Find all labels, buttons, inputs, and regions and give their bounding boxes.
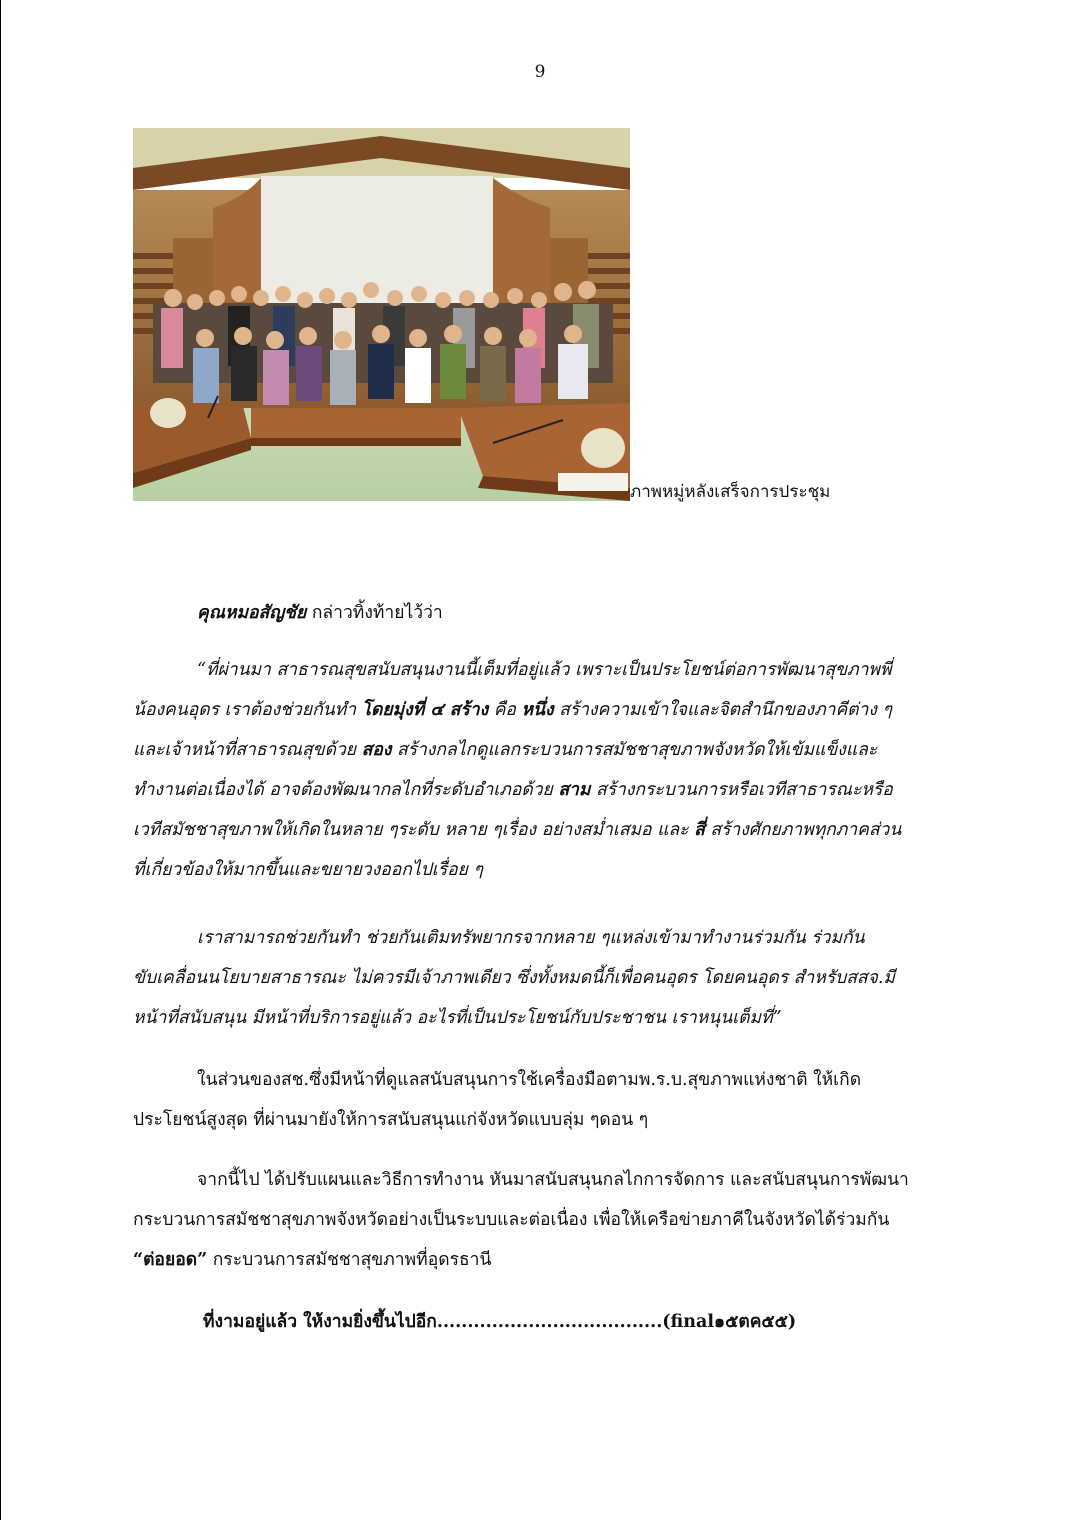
- quote-paragraph-1: [133, 650, 953, 890]
- group-photo: [133, 128, 630, 501]
- para3-line-2: ประโยชน์สูงสุด ที่ผ่านมายังให้การสนับสนุนแก่จังหวัดแบบลุ่ม ๆดอน ๆ: [133, 1110, 649, 1130]
- intro-paragraph: [133, 593, 953, 633]
- point-three-label: สาม: [558, 780, 591, 800]
- para4-line-3: “ต่อยอด” กระบวนการสมัชชาสุขภาพที่อุดรธานี: [133, 1250, 492, 1270]
- quote1-line-1: “ที่ผ่านมา สาธารณสุขสนับสนุนงานนี้เต็มที่อยู่แล้ว เพราะเป็นประโยชน์ต่อการพัฒนาสุขภาพพี่: [197, 660, 892, 680]
- quote2-line-2: ขับเคลื่อนนโยบายสาธารณะ ไม่ควรมีเจ้าภาพเดียว ซึ่งทั้งหมดนี้ก็เพื่อคนอุดร โดยคนอุดร สำหรับสสจ.มี: [133, 968, 895, 988]
- para4-line-1: จากนี้ไป ได้ปรับแผนและวิธีการทำงาน หันมาสนับสนุนกลไกการจัดการ และสนับสนุนการพัฒนา: [197, 1170, 909, 1190]
- point-one-label: หนึ่ง: [521, 700, 554, 720]
- point-four-label: สี่: [694, 820, 705, 840]
- quote1-line-3: และเจ้าหน้าที่สาธารณสุขด้วย สอง สร้างกลไกดูแลกระบวนการสมัชชาสุขภาพจังหวัดให้เข้มแข็งและ: [133, 740, 878, 760]
- paragraph-4: [133, 1160, 953, 1280]
- page-left-border: [0, 0, 1, 1520]
- closing-line: ที่งามอยู่แล้ว ให้งามยิ่งขึ้นไปอีก.....................................(final๑๕ตค๕๕): [203, 1312, 797, 1332]
- quote1-line-4: ทำงานต่อเนื่องได้ อาจต้องพัฒนากลไกที่ระดับอำเภอด้วย สาม สร้างกระบวนการหรือเวทีสาธารณะหรือ: [133, 780, 893, 800]
- page-number: 9: [534, 62, 546, 82]
- para3-line-1: ในส่วนของสช.ซึ่งมีหน้าที่ดูแลสนับสนุนการใช้เครื่องมือตามพ.ร.บ.สุขภาพแห่งชาติ ให้เกิด: [197, 1070, 862, 1090]
- quote1-line-2: น้องคนอุดร เราต้องช่วยกันทำ โดยมุ่งที่ ๔ สร้าง คือ หนึ่ง สร้างความเข้าใจและจิตสำนึกของภาคีต่าง ๆ: [133, 700, 892, 720]
- quote-paragraph-2: [133, 918, 953, 1038]
- group-photo-icon: [133, 128, 630, 501]
- speaker-name: คุณหมอสัญชัย: [197, 603, 307, 623]
- quote1-line-5: เวทีสมัชชาสุขภาพให้เกิดในหลาย ๆระดับ หลาย ๆเรื่อง อย่างสม่ำเสมอ และ สี่ สร้างศักยภาพทุกภาคส่วน: [133, 820, 902, 840]
- four-creations-heading: โดยมุ่งที่ ๔ สร้าง: [361, 700, 489, 720]
- quote2-line-3: หน้าที่สนับสนุน มีหน้าที่บริการอยู่แล้ว อะไรที่เป็นประโยชน์กับประชาชน เราหนุนเต็มที่”: [133, 1008, 782, 1028]
- quote1-line-6: ที่เกี่ยวข้องให้มากขึ้นและขยายวงออกไปเรื่อย ๆ: [133, 860, 483, 880]
- paragraph-3: [133, 1060, 953, 1140]
- point-two-label: สอง: [361, 740, 392, 760]
- quote2-line-1: เราสามารถช่วยกันทำ ช่วยกันเติมทรัพยากรจากหลาย ๆแหล่งเข้ามาทำงานร่วมกัน ร่วมกัน: [197, 928, 865, 948]
- para4-line-2: กระบวนการสมัชชาสุขภาพจังหวัดอย่างเป็นระบบและต่อเนื่อง เพื่อให้เครือข่ายภาคีในจังหวัดได้ร่วมกัน: [133, 1210, 890, 1230]
- photo-caption: ภาพหมู่หลังเสร็จการประชุม: [630, 482, 831, 502]
- continue-quote-word: “ต่อยอด”: [133, 1250, 208, 1270]
- intro-text: กล่าวทิ้งท้ายไว้ว่า: [306, 603, 443, 623]
